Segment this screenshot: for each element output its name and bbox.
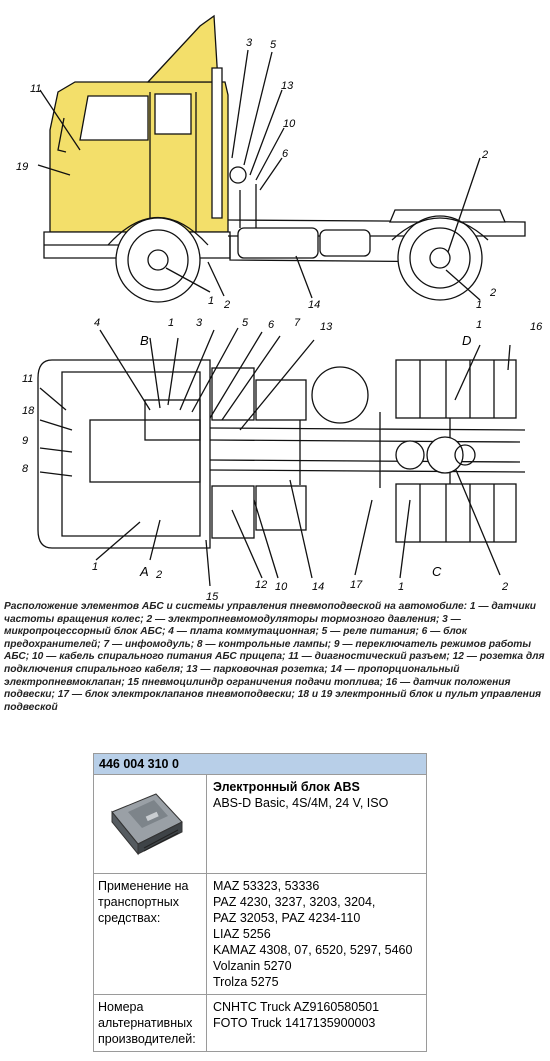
diagram-label: 6 [282, 148, 289, 160]
diagram-label: 19 [16, 161, 29, 173]
diagram-label: 5 [270, 39, 277, 51]
product-description [207, 775, 427, 874]
diagram-label: 12 [255, 579, 268, 591]
application-item: LIAZ 5256 [213, 927, 271, 941]
diagram-label: 17 [350, 579, 363, 591]
diagram-label: 10 [283, 118, 296, 130]
application-item: PAZ 4230, 3237, 3203, 3204, [213, 895, 376, 909]
alternative-item: CNHTC Truck AZ9160580501 [213, 1000, 380, 1014]
diagram-label: 15 [206, 591, 219, 600]
application-item: MAZ 53323, 53336 [213, 879, 320, 893]
diagram-label: 16 [530, 321, 543, 333]
diagram-label: 4 [94, 317, 101, 329]
diagram-label: 11 [22, 373, 34, 385]
diagram-label: 2 [482, 149, 489, 161]
product-image-cell [94, 775, 207, 874]
product-spec: ABS-D Basic, 4S/4M, 24 V, ISO [213, 796, 389, 810]
diagram-label: 2 [224, 299, 231, 311]
alternatives-list [207, 995, 427, 1052]
diagram-label: D [462, 333, 472, 348]
product-name: Электронный блок ABS [213, 780, 360, 794]
diagram-label: 1 [398, 581, 405, 593]
diagram-label: 18 [22, 405, 35, 417]
application-item: Trolza 5275 [213, 975, 279, 989]
diagram-label: 13 [320, 321, 333, 333]
abs-unit-icon [98, 778, 190, 864]
diagram-label: A [140, 564, 149, 579]
diagram-label: 13 [281, 80, 294, 92]
diagram-label: 1 [208, 295, 215, 307]
product-card [93, 753, 427, 1052]
diagram-label: 5 [242, 317, 249, 329]
diagram-label: 14 [312, 581, 325, 593]
applications-list [207, 874, 427, 995]
diagram-label: 14 [308, 299, 321, 311]
application-item: Volzanin 5270 [213, 959, 292, 973]
diagram-label: 2 [502, 581, 509, 593]
diagram-label: 7 [294, 317, 301, 329]
diagram-label: 8 [22, 463, 29, 475]
alternatives-label: Номера альтернативных производителей: [94, 995, 207, 1052]
diagram-label: 11 [30, 83, 42, 95]
diagram-label: 6 [268, 319, 275, 331]
diagram-label: C [432, 564, 442, 579]
part-number: 446 004 310 0 [94, 754, 427, 775]
application-item: PAZ 32053, PAZ 4234-110 [213, 911, 361, 925]
diagram-label: 9 [22, 435, 29, 447]
diagram-label: 2 [156, 569, 163, 581]
diagram-label: 1 [476, 319, 483, 331]
diagram-label: B [140, 333, 149, 348]
diagram-label: 2 [490, 287, 497, 299]
diagram-label: 10 [275, 581, 288, 593]
alternative-item: FOTO Truck 1417135900003 [213, 1016, 376, 1030]
diagram-label: 3 [246, 37, 253, 49]
diagram-label: 1 [92, 561, 99, 573]
truck-top-view [38, 328, 525, 586]
diagram-label: 1 [476, 299, 483, 311]
applications-label: Применение на транспортных средствах: [94, 874, 207, 995]
diagram-label: 3 [196, 317, 203, 329]
application-item: KAMAZ 4308, 07, 6520, 5297, 5460 [213, 943, 413, 957]
figure-caption: Расположение элементов АБС и системы управления пневмоподвеской на автомобиле: 1 — датчики частоты вращения колес; 2 — электропневмомодуляторы тормозного давления; 3 — микропроцессорный блок АБС; 4 — плата коммутационная; 5 — реле питания; 6 — блок предохранителей; 7 — инфомодуль; 8 — контрольные лампы; 9 — переключатель режимов работы АБС; 10 — кабель спирального питания АБС прицепа; 11 — диагностический разъем; 12 — розетка для подключения спирального кабеля; 13 — парковочная розетка; 14 — пропорциональный электропневмоклапан; 15 пневмоцилиндр ограничения подачи топлива; 16 — датчик положения подвески; 17 — блок электроклапанов пневмоподвески; 18 и 19 электронный блок и пульт управления подвеской [4, 601, 545, 713]
diagram-label: 1 [168, 317, 175, 329]
